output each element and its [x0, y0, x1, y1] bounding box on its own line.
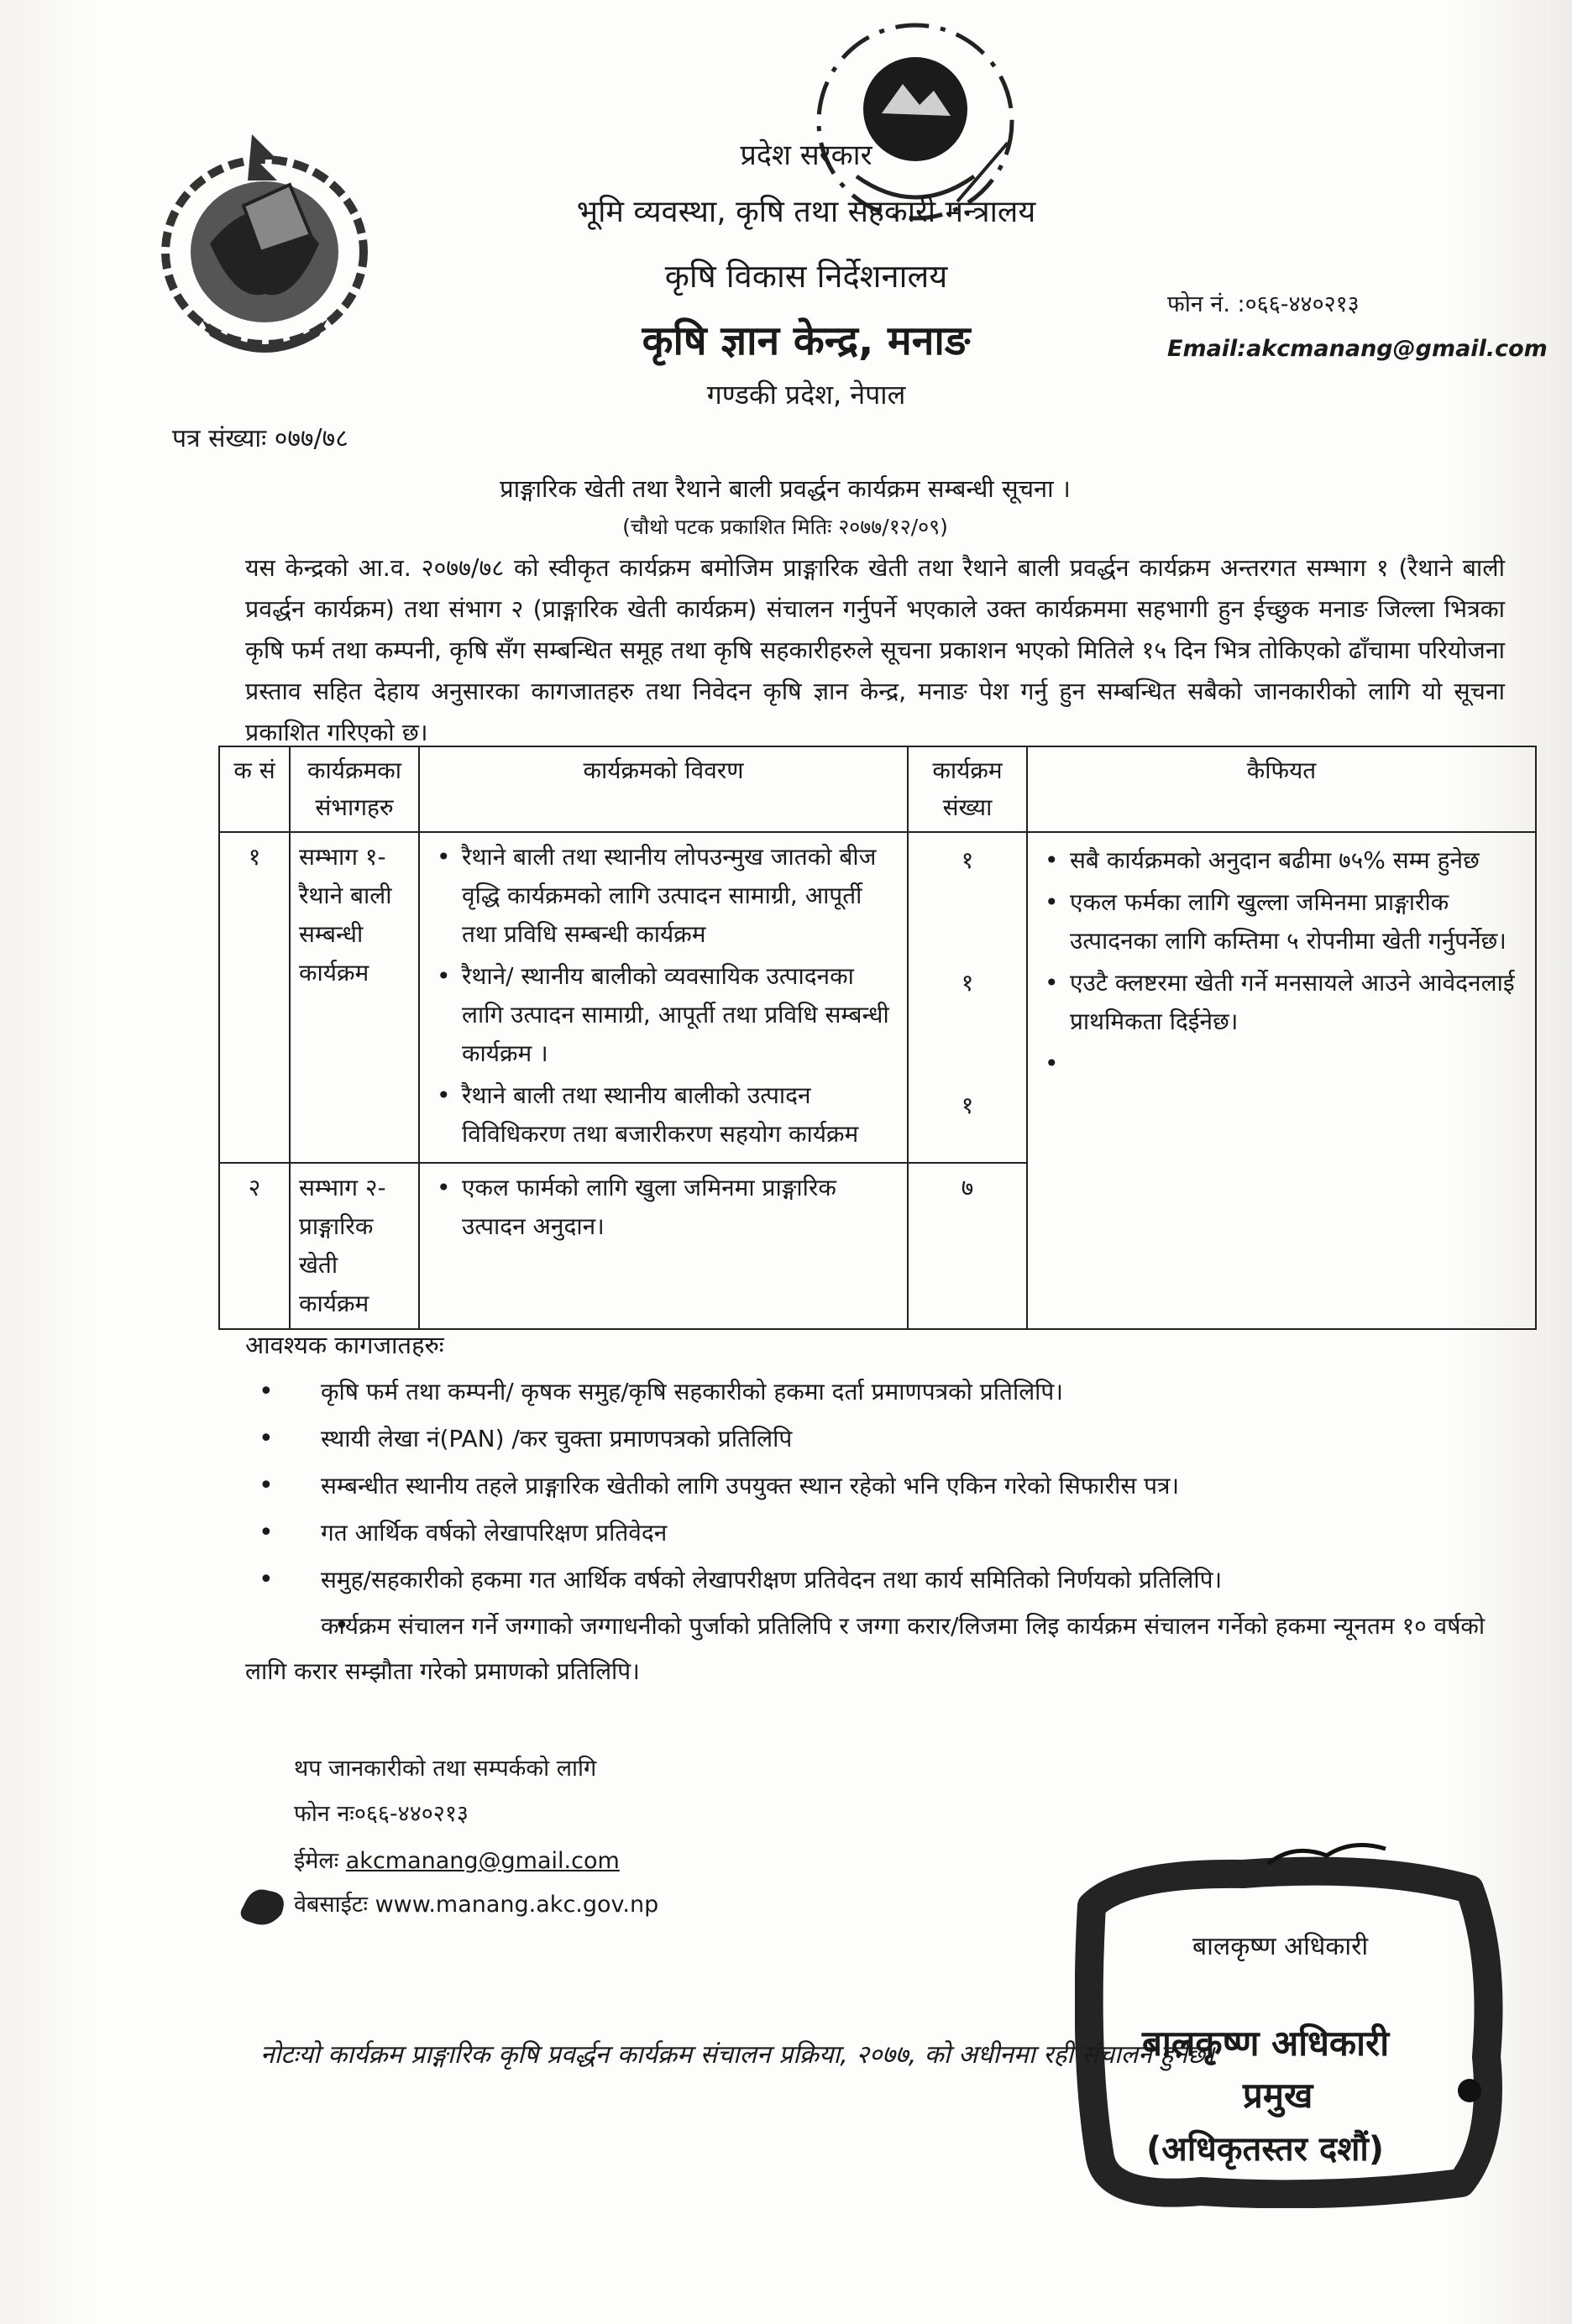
table-header-row: [219, 746, 1536, 832]
signature-rank: (अधिकृतस्तर दशौं): [1146, 2130, 1385, 2169]
header-phone: फोन नं. :०६६-४४०२१३: [1167, 291, 1360, 317]
list-item: • गत आर्थिक वर्षको लेखापरिक्षण प्रतिवेदन: [245, 1510, 1505, 1557]
list-item: • रैथाने बाली तथा स्थानीय बालीको उत्पादन विविधिकरण तथा बजारीकरण सहयोग कार्यक्रम: [437, 1076, 899, 1154]
list-item: • कृषि फर्म तथा कम्पनी/ कृषक समुह/कृषि सहकारीको हकमा दर्ता प्रमाणपत्रको प्रतिलिपि।: [245, 1369, 1505, 1416]
header-description: कार्यक्रमको विवरण: [419, 746, 908, 832]
header-email: Email:akcmanang@gmail.com: [1167, 336, 1548, 362]
list-item: • रैथाने बाली तथा स्थानीय लोपउन्मुख जातको बीज वृद्धि कार्यक्रमको लागि उत्पादन सामाग्री, आपूर्ती तथा प्रविधि सम्बन्धी कार्यक्रम: [437, 838, 899, 954]
program-table: [218, 746, 1537, 1330]
list-item: • स्थायी लेखा नं(PAN) /कर चुक्ता प्रमाणपत्रको प्रतिलिपि: [245, 1416, 1505, 1463]
row-items: [428, 838, 899, 1154]
header-count: कार्यक्रम संख्या: [908, 746, 1027, 832]
contact-email-label: ईमेलः: [294, 1848, 339, 1874]
row-count: १: [961, 969, 974, 997]
header-address: गण्डकी प्रदेश, नेपाल: [706, 379, 906, 411]
row-count: १: [961, 1091, 974, 1119]
list-item: • कार्यक्रम संचालन गर्ने जग्गाको जग्गाधनीको पुर्जाको प्रतिलिपि र जग्गा करार/लिजमा लिइ कार्यक्रम संचालन गर्नेको हकमा न्यूनतम १० वर्षको लागि करार सम्झौता गरेको प्रमाणको प्रतिलिपि।: [245, 1604, 1505, 1694]
row-count: १: [961, 846, 974, 874]
header-sn: क सं: [219, 746, 290, 832]
signature-post: प्रमुख: [1243, 2075, 1313, 2116]
header-office: कृषि ज्ञान केन्द्र, मनाङ: [642, 317, 971, 364]
list-item: • सम्बन्धीत स्थानीय तहले प्राङ्गारिक खेतीको लागि उपयुक्त स्थान रहेको भनि एकिन गरेको सिफारीस पत्र।: [245, 1463, 1505, 1510]
header-ministry: भूमि व्यवस्था, कृषि तथा सहकारी मन्त्रालय: [576, 195, 1036, 229]
reference-number: पत्र संख्याः ०७७/७८: [172, 424, 348, 453]
signature-name-small: बालकृष्ण अधिकारी: [1192, 1932, 1369, 1961]
header-directorate: कृषि विकास निर्देशनालय: [664, 258, 948, 295]
notice-intro: यस केन्द्रको आ.व. २०७७/७८ को स्वीकृत कार्यक्रम बमोजिम प्राङ्गारिक खेती तथा रैथाने बाली प्रवर्द्धन कार्यक्रम अन्तरगत सम्भाग १ (रैथाने बाली प्रवर्द्धन कार्यक्रम) तथा संभाग २ (प्राङ्गारिक खेती कार्यक्रम) संचालन गर्नुपर्ने भएकाले उक्त कार्यक्रममा सहभागी हुन ईच्छुक मनाङ जिल्ला भित्रका कृषि फर्म तथा कम्पनी, कृषि सँग सम्बन्धित समूह तथा कृषि सहकारीहरुले सूचना प्रकाशन भएको मितिले १५ दिन भित्र तोकिएको ढाँचामा परियोजना प्रस्ताव सहित देहाय अनुसारका कागजातहरु तथा निवेदन कृषि ज्ञान केन्द्र, मनाङ पेश गर्नु हुन सम्बन्धित सबैको जानकारीको लागि यो सूचना प्रकाशित गरिएको छ।: [245, 554, 1505, 746]
remarks-list: [1036, 841, 1527, 1041]
nepal-emblem-icon: [151, 126, 378, 361]
ink-blot-icon: [235, 1881, 294, 1931]
header-component: कार्यक्रमका संभागहरु: [290, 746, 419, 832]
row-component: सम्भाग १- रैथाने बाली सम्बन्धी कार्यक्रम: [290, 832, 419, 1163]
notice-subtitle: (चौथो पटक प्रकाशित मितिः २०७७/१२/०९): [622, 515, 948, 539]
remark-item: • एकल फर्मका लागि खुल्ला जमिनमा प्राङ्गारीक उत्पादनका लागि कम्तिमा ५ रोपनीमा खेती गर्नुपर्नेछ।: [1045, 883, 1527, 960]
documents-heading: आवश्यक कागजातहरुः: [245, 1331, 444, 1359]
header-remarks: कैफियत: [1027, 746, 1536, 832]
contact-website[interactable]: वेबसाईटः www.manang.akc.gov.np: [294, 1892, 659, 1918]
row-sn: २: [219, 1163, 290, 1329]
list-item: • रैथाने/ स्थानीय बालीको व्यवसायिक उत्पादनका लागि उत्पादन सामाग्री, आपूर्ती तथा प्रविधि सम्बन्धी कार्यक्रम ।: [437, 957, 899, 1073]
row-sn: १: [219, 832, 290, 1163]
contact-email-line: [294, 1844, 620, 1875]
remark-item: • सबै कार्यक्रमको अनुदान बढीमा ७५% सम्म हुनेछ: [1045, 841, 1527, 880]
list-item: • समुह/सहकारीको हकमा गत आर्थिक वर्षको लेखापरीक्षण प्रतिवेदन तथा कार्य समितिको निर्णयको प्रतिलिपि।: [245, 1557, 1505, 1604]
documents-list: [245, 1369, 1505, 1694]
row-component: सम्भाग २- प्राङ्गारिक खेती कार्यक्रम: [290, 1163, 419, 1329]
table-row: [219, 832, 1536, 1163]
contact-phone: फोन नः०६६-४४०२१३: [294, 1801, 469, 1827]
header-province: प्रदेश सरकार: [740, 139, 872, 172]
row-count: ७: [961, 1174, 974, 1201]
list-item: • एकल फार्मको लागि खुला जमिनमा प्राङ्गारिक उत्पादन अनुदान।: [437, 1169, 899, 1246]
signature-name: बालकृष्ण अधिकारी: [1142, 2023, 1390, 2064]
note-text: नोटःयो कार्यक्रम प्राङ्गारिक कृषि प्रवर्द्धन कार्यक्रम संचालन प्रक्रिया, २०७७, को अधीनमा रही संचालन हुनेछ।: [260, 2040, 1215, 2070]
remark-item: • एउटै क्लष्टरमा खेती गर्ने मनसायले आउने आवेदनलाई प्राथमिकता दिईनेछ।: [1045, 964, 1527, 1041]
notice-title: प्राङ्गारिक खेती तथा रैथाने बाली प्रवर्द्धन कार्यक्रम सम्बन्धी सूचना ।: [500, 474, 1071, 503]
row-items: [428, 1169, 899, 1246]
contact-heading: थप जानकारीको तथा सम्पर्कको लागि: [294, 1756, 597, 1782]
contact-email-link[interactable]: akcmanang@gmail.com: [345, 1848, 620, 1874]
